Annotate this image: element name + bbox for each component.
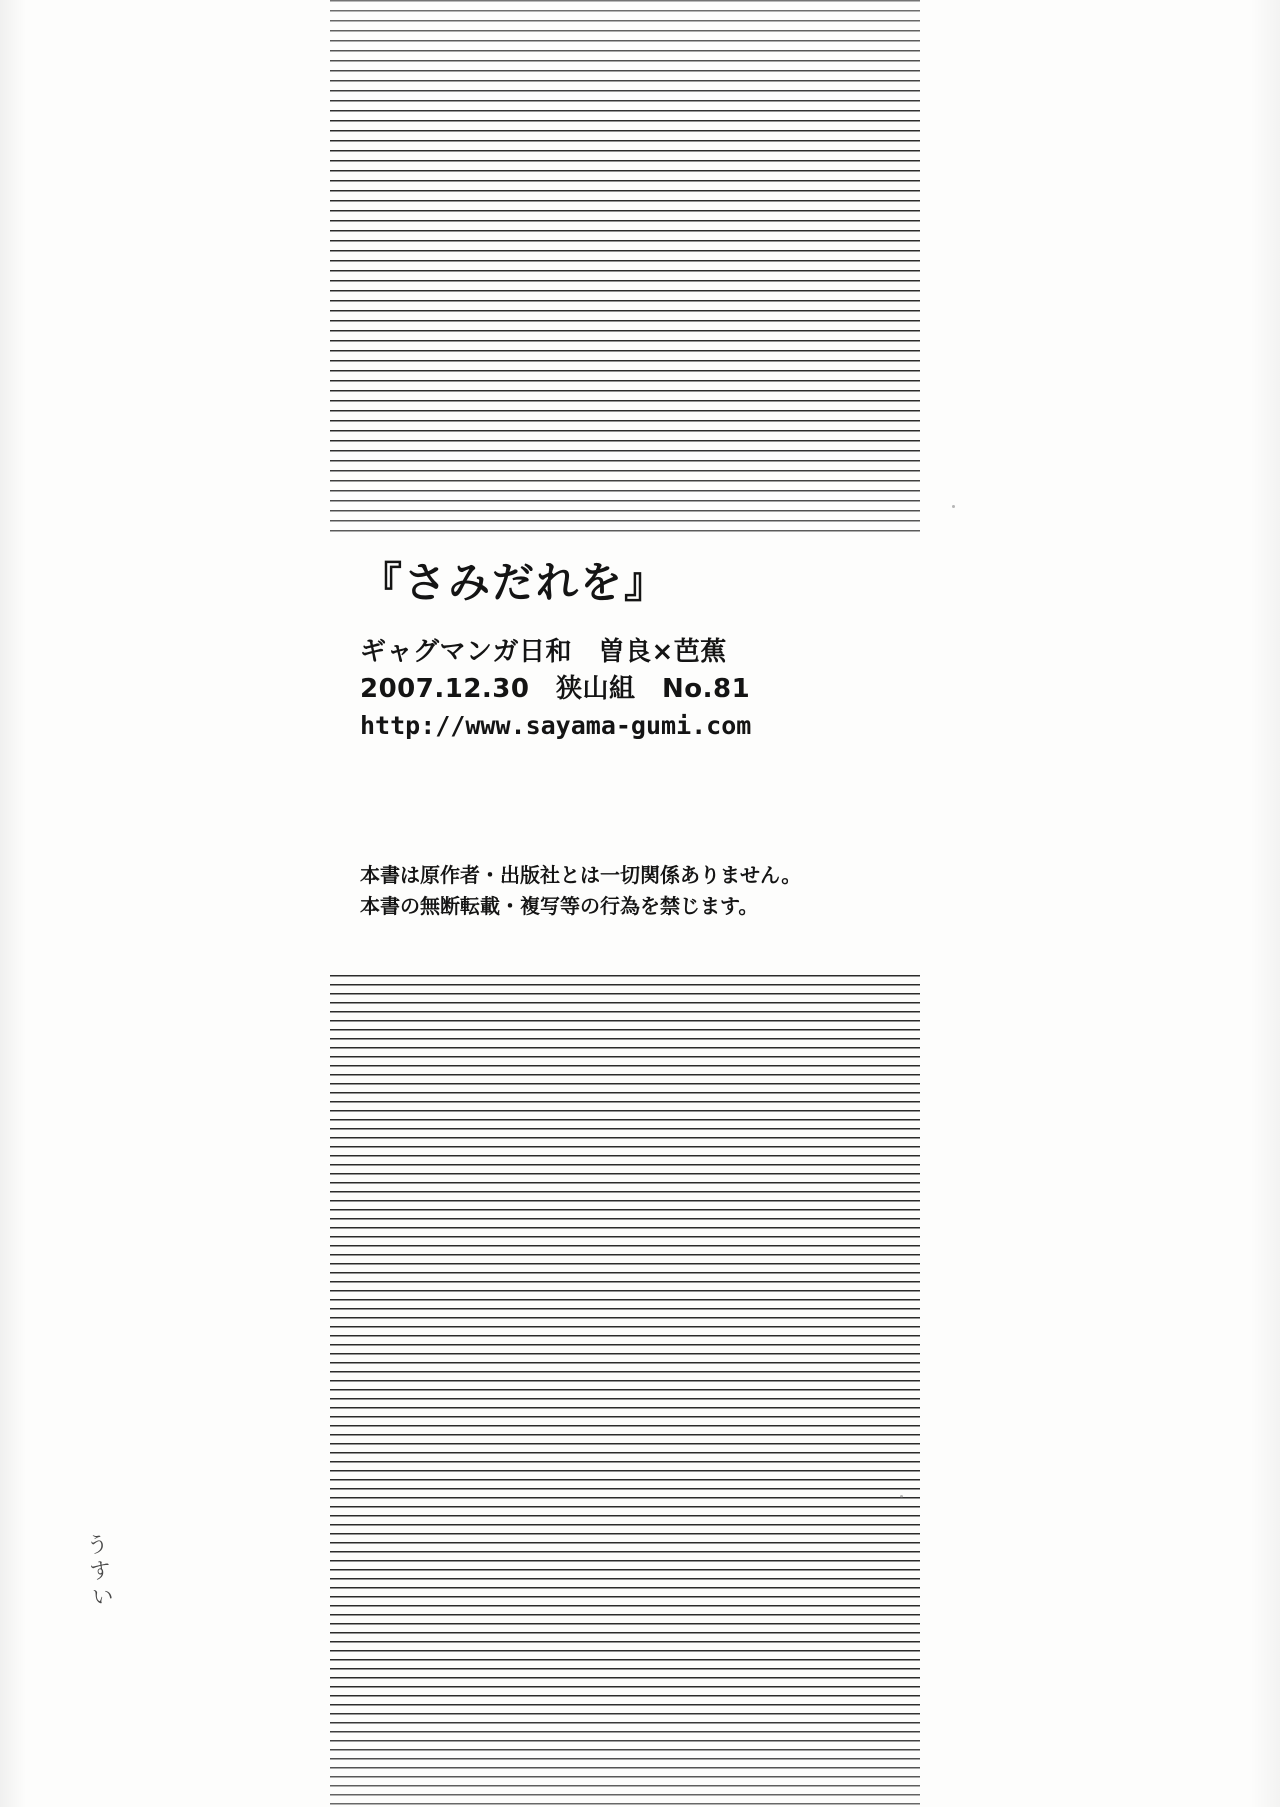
credit-block (360, 634, 980, 743)
stripe-band-bottom (330, 975, 920, 1807)
legal-notice-block (360, 860, 980, 922)
colophon-block (360, 560, 980, 744)
page-edge-shadow-left (0, 0, 26, 1807)
handwritten-mark: うすい (81, 1531, 115, 1613)
notice-line-2: 本書の無断転載・複写等の行為を禁じます。 (360, 894, 759, 918)
credit-series-pairing: ギャグマンガ日和 曽良×芭蕉 (360, 637, 727, 668)
scan-speck (952, 505, 955, 508)
stripe-band-top (330, 0, 920, 540)
page-edge-shadow-right (1250, 0, 1280, 1807)
credit-url[interactable]: http://www.sayama-gumi.com (360, 711, 752, 740)
notice-line-1: 本書は原作者・出版社とは一切関係ありません。 (360, 863, 802, 887)
credit-date-circle: 2007.12.30 狭山組 No.81 (360, 674, 751, 705)
scan-speck (900, 1495, 903, 1498)
page-title: 『さみだれを』 (360, 558, 669, 607)
